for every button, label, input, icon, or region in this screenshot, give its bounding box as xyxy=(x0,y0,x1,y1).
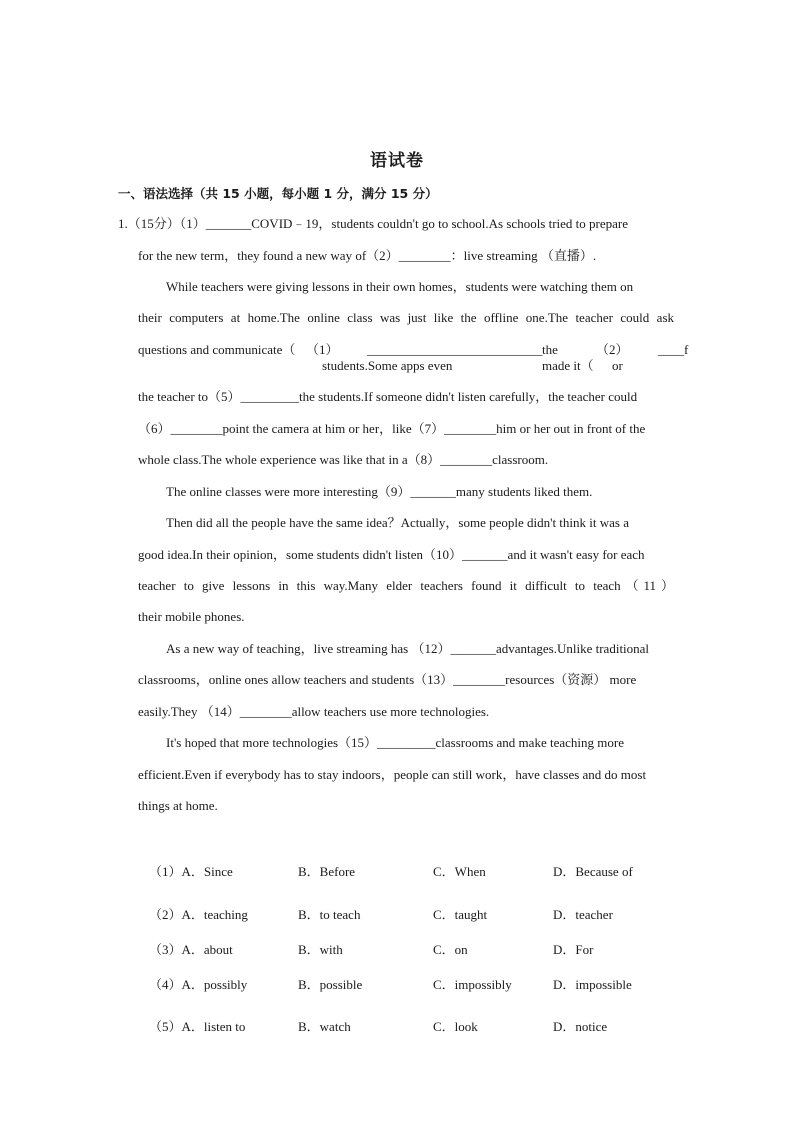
option-c: C．When xyxy=(433,864,486,879)
passage-line: efficient.Even if everybody has to stay indoors，people can still work，have classes and do most xyxy=(138,767,647,782)
passage-line: whole class.The whole experience was like that in a（8）________classroom. xyxy=(138,452,549,467)
passage-line: It's hoped that more technologies（15）_________classrooms and make teaching more xyxy=(166,735,624,750)
passage-line: teacher to give lessons in this way.Many elder teachers found it difficult to teach（11） xyxy=(138,578,674,593)
option-b: B．to teach xyxy=(298,907,361,922)
passage-line: the teacher to（5）_________the students.If someone didn't listen carefully，the teacher could xyxy=(138,389,638,404)
passage-fragment: students.Some apps even xyxy=(322,358,453,373)
passage-fragment: questions and communicate（ xyxy=(138,342,296,357)
passage-line: their mobile phones. xyxy=(138,609,245,624)
passage-line: 1.（15分）（1）_______COVID﹣19，students couldn't go to school.As schools tried to prepare xyxy=(118,216,629,231)
passage-line: their computers at home.The online class was just like the offline one.The teacher could ask xyxy=(138,310,674,325)
option-d: D．Because of xyxy=(553,864,633,879)
passage-fragment: ___________________________ xyxy=(367,342,543,357)
option-b: B．Before xyxy=(298,864,356,879)
option-a: （3）A．about xyxy=(149,942,233,957)
passage-fragment: ____f xyxy=(658,342,689,357)
option-a: （1）A．Since xyxy=(149,864,233,879)
option-d: D．impossible xyxy=(553,977,632,992)
passage-line: Then did all the people have the same idea？Actually，some people didn't think it was a xyxy=(166,515,629,530)
passage-line: easily.They （14）________allow teachers use more technologies. xyxy=(138,704,490,719)
passage-line: things at home. xyxy=(138,798,218,813)
option-d: D．notice xyxy=(553,1019,608,1034)
passage-fragment: （1） xyxy=(306,342,339,357)
option-c: C．on xyxy=(433,942,468,957)
option-c: C．taught xyxy=(433,907,488,922)
option-a: （2）A．teaching xyxy=(149,907,248,922)
passage-line: While teachers were giving lessons in their own homes，students were watching them on xyxy=(166,279,634,294)
option-c: C．impossibly xyxy=(433,977,512,992)
passage-line: （6）________point the camera at him or her，like（7）________him or her out in front of the xyxy=(138,421,646,436)
option-b: B．watch xyxy=(298,1019,351,1034)
section-heading: 一、语法选择（共 15 小题，每小题 1 分，满分 15 分） xyxy=(118,186,438,201)
passage-fragment: made it（ xyxy=(542,358,594,373)
option-c: C．look xyxy=(433,1019,478,1034)
option-a: （4）A．possibly xyxy=(149,977,248,992)
page-title: 语试卷 xyxy=(370,151,424,171)
option-d: D．For xyxy=(553,942,594,957)
option-a: （5）A．listen to xyxy=(149,1019,246,1034)
option-b: B．possible xyxy=(298,977,363,992)
option-d: D．teacher xyxy=(553,907,613,922)
passage-line: good idea.In their opinion，some students didn't listen（10）_______and it wasn't easy for each xyxy=(138,547,645,562)
passage-fragment: the xyxy=(542,342,558,357)
passage-line: classrooms，online ones allow teachers and students（13）________resources（资源） more xyxy=(138,672,637,687)
option-b: B．with xyxy=(298,942,343,957)
passage-line: for the new term，they found a new way of（2）________：live streaming （直播）. xyxy=(138,248,597,263)
passage-line: The online classes were more interesting（9）_______many students liked them. xyxy=(166,484,593,499)
passage-line: As a new way of teaching，live streaming has （12）_______advantages.Unlike traditional xyxy=(166,641,650,656)
passage-fragment: （2） xyxy=(596,342,629,357)
passage-fragment: or xyxy=(612,358,623,373)
